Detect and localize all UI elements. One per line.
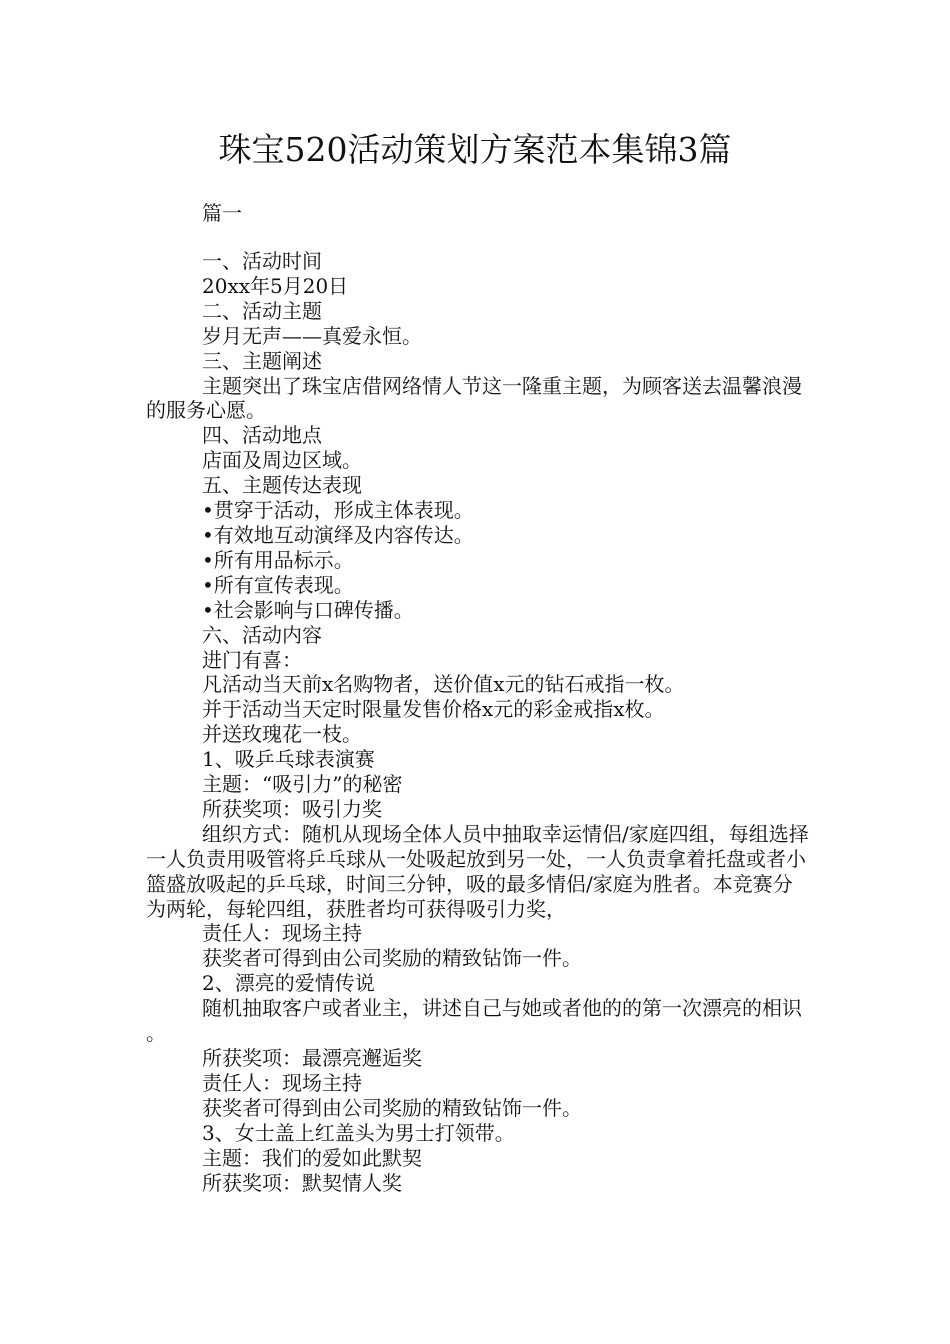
paragraph: 二、活动主题 <box>202 298 322 323</box>
paragraph: 2、漂亮的爱情传说 <box>202 971 375 996</box>
bullet-item: •有效地互动演绎及内容传达。 <box>202 522 474 547</box>
paragraph: 1、吸乒乓球表演赛 <box>202 747 375 772</box>
paragraph: 主题：我们的爱如此默契 <box>202 1145 422 1170</box>
bullet-item: •贯穿于活动，形成主体表现。 <box>202 498 474 523</box>
paragraph: 三、主题阐述 <box>202 348 322 373</box>
paragraph: 所获奖项：默契情人奖 <box>202 1170 402 1195</box>
paragraph: 责任人：现场主持 <box>202 1070 362 1095</box>
paragraph: 所获奖项：最漂亮邂逅奖 <box>202 1046 422 1070</box>
paragraph: 并于活动当天定时限量发售价格x元的彩金戒指x枚。 <box>202 697 665 722</box>
paragraph: 六、活动内容 <box>202 622 322 647</box>
paragraph: 主题：“吸引力”的秘密 <box>202 772 403 797</box>
paragraph: 20xx年5月20日 <box>202 273 349 298</box>
paragraph: 随机抽取客户或者业主，讲述自己与她或者他的的第一次漂亮的相识。 <box>146 996 802 1046</box>
bullet-item: •社会影响与口碑传播。 <box>202 597 414 622</box>
bullet-item: •所有宣传表现。 <box>202 572 354 597</box>
paragraph: 获奖者可得到由公司奖励的精致钻饰一件。 <box>202 946 582 971</box>
paragraph: 岁月无声——真爱永恒。 <box>202 323 422 348</box>
paragraph: 主题突出了珠宝店借网络情人节这一隆重主题，为顾客送去温馨浪漫的服务心愿。 <box>146 373 802 423</box>
paragraph: 五、主题传达表现 <box>202 473 362 498</box>
paragraph: 一、活动时间 <box>202 249 322 273</box>
paragraph: 并送玫瑰花一枝。 <box>202 722 362 747</box>
section-heading: 篇一 <box>202 201 242 225</box>
paragraph: 3、女士盖上红盖头为男士打领带。 <box>202 1120 515 1145</box>
paragraph: 进门有喜： <box>202 647 302 672</box>
bullet-item: •所有用品标示。 <box>202 547 354 572</box>
document-body <box>146 249 810 1195</box>
paragraph: 四、活动地点 <box>202 423 322 448</box>
paragraph: 获奖者可得到由公司奖励的精致钻饰一件。 <box>202 1095 582 1120</box>
paragraph: 店面及周边区域。 <box>202 448 362 473</box>
paragraph: 组织方式：随机从现场全体人员中抽取幸运情侣/家庭四组，每组选择一人负责用吸管将乒乓球从一处吸起放到另一处，一人负责拿着托盘或者小篮盛放吸起的乒乓球，时间三分钟，吸的最多情侣/家庭为胜者。本竞赛分为两轮，每轮四组，获胜者均可获得吸引力奖， <box>146 821 809 921</box>
paragraph: 所获奖项：吸引力奖 <box>202 796 382 821</box>
paragraph: 凡活动当天前x名购物者，送价值x元的钻石戒指一枚。 <box>202 672 685 697</box>
document-title: 珠宝520活动策划方案范本集锦3篇 <box>218 130 732 169</box>
paragraph: 责任人：现场主持 <box>202 921 362 946</box>
